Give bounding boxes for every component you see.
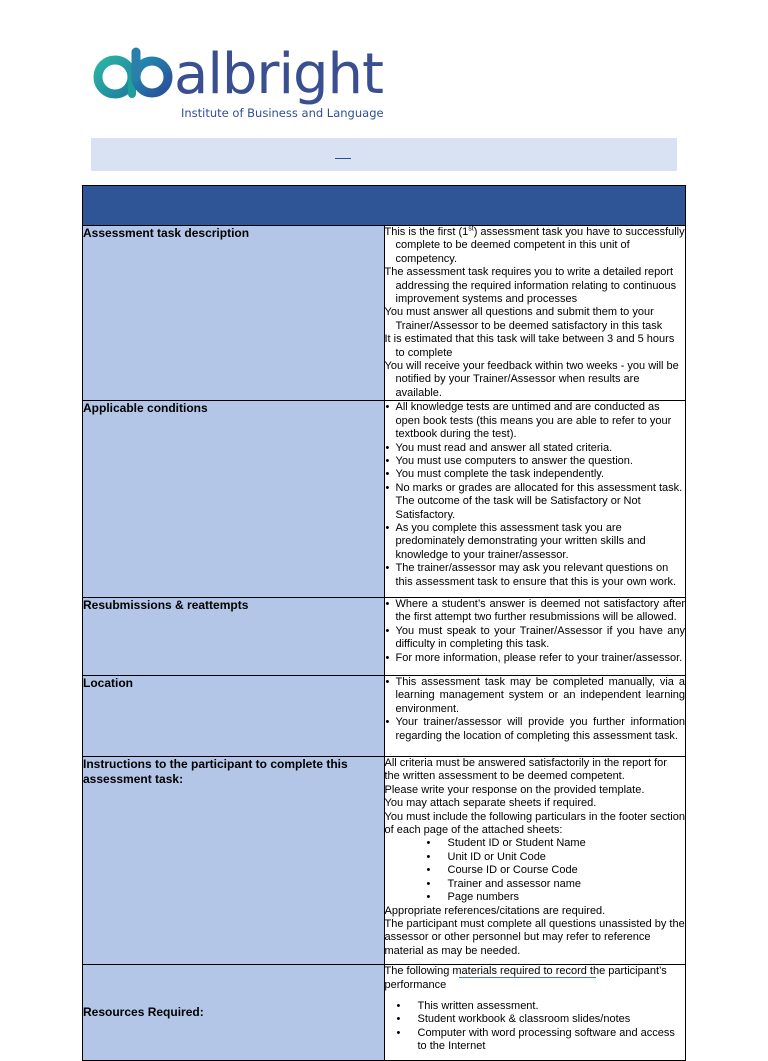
description-paragraph: The assessment task requires you to write a detailed report addressing the required information relating to continuous improvement systems and processes bbox=[384, 266, 677, 306]
row-label-resources: Resources Required: bbox=[83, 965, 385, 1060]
table-header-cell bbox=[83, 186, 686, 226]
albright-logo bbox=[92, 36, 392, 126]
list-item: • All knowledge tests are untimed and are conducted as open book tests (this means you are able to refer to your textbook during the test). bbox=[385, 401, 686, 441]
list-item: • Where a student’s answer is deemed not satisfactory after the first attempt two further resubmissions will be allowed. bbox=[385, 598, 686, 625]
title-banner bbox=[91, 138, 677, 171]
description-first-task bbox=[385, 226, 686, 266]
instructions-paragraph: Please write your response on the provided template. bbox=[384, 783, 645, 796]
row-label-instructions: Instructions to the participant to complete this assessment task: bbox=[83, 757, 385, 965]
list-item: • No marks or grades are allocated for this assessment task. The outcome of the task will be Satisfactory or Not Satisfactory. bbox=[385, 482, 686, 522]
list-item: • The trainer/assessor may ask you relevant questions on this assessment task to ensure that this is your own work. bbox=[385, 562, 686, 589]
assessment-task-table bbox=[82, 185, 686, 1061]
conditions-list bbox=[385, 401, 686, 589]
logo-wordmark: albright bbox=[174, 42, 383, 107]
list-item: • Trainer and assessor name bbox=[427, 878, 686, 891]
row-label-description: Assessment task description bbox=[83, 226, 385, 401]
logo-tagline: Institute of Business and Language bbox=[181, 106, 384, 120]
banner-title-underline bbox=[335, 158, 351, 159]
footer-link-underline bbox=[459, 977, 596, 978]
location-content bbox=[384, 676, 686, 757]
description-content bbox=[384, 226, 686, 401]
description-text: ) assessment task you have to successfully complete to be deemed competent in this unit of competency. bbox=[395, 226, 685, 265]
description-paragraph: It is estimated that this task will take between 3 and 5 hours to complete bbox=[384, 333, 675, 359]
list-item: • As you complete this assessment task you are predominately demonstrating your written skills and knowledge to your trainer/assessor. bbox=[385, 522, 686, 562]
row-location bbox=[83, 676, 686, 757]
list-item: • This assessment task may be completed manually, via a learning management system or an independent learning environment. bbox=[385, 676, 686, 716]
row-label-location: Location bbox=[83, 676, 385, 757]
description-paragraph: You will receive your feedback within two weeks - you will be notified by your Trainer/Assessor when results are available. bbox=[384, 360, 679, 399]
list-item: • Course ID or Course Code bbox=[427, 864, 686, 877]
row-applicable-conditions bbox=[83, 401, 686, 598]
list-item: • This written assessment. bbox=[397, 1000, 686, 1013]
row-label-conditions: Applicable conditions bbox=[83, 401, 385, 598]
row-label-resubmissions: Resubmissions & reattempts bbox=[83, 597, 385, 675]
list-item: • Page numbers bbox=[427, 891, 686, 904]
list-item: • You must complete the task independently. bbox=[385, 468, 686, 481]
list-item: • Student ID or Student Name bbox=[427, 837, 686, 850]
resources-list bbox=[385, 1000, 686, 1054]
ordinal-suffix: st bbox=[468, 225, 474, 233]
albright-logo-mark-icon bbox=[92, 44, 182, 104]
description-paragraph: You must answer all questions and submit them to your Trainer/Assessor to be deemed satisfactory in this task bbox=[384, 306, 663, 332]
instructions-paragraph: All criteria must be answered satisfactorily in the report for the written assessment to be deemed competent. bbox=[384, 757, 667, 783]
location-list bbox=[385, 676, 686, 743]
row-instructions bbox=[83, 757, 686, 965]
list-item: • You must use computers to answer the question. bbox=[385, 455, 686, 468]
conditions-content bbox=[384, 401, 686, 598]
list-item: • You must speak to your Trainer/Assessor if you have any difficulty in completing this task. bbox=[385, 625, 686, 652]
list-item: • Computer with word processing software and access to the Internet bbox=[397, 1027, 686, 1054]
instructions-content bbox=[384, 757, 686, 965]
row-resources bbox=[83, 965, 686, 1060]
list-item: • For more information, please refer to your trainer/assessor. bbox=[385, 652, 686, 665]
row-assessment-task-description bbox=[83, 226, 686, 401]
resubmissions-content bbox=[384, 597, 686, 675]
instructions-paragraph: You may attach separate sheets if required. bbox=[384, 797, 597, 810]
row-resubmissions bbox=[83, 597, 686, 675]
instructions-paragraph: You must include the following particulars in the footer section of each page of the attached sheets: bbox=[384, 810, 685, 837]
list-item: • You must read and answer all stated criteria. bbox=[385, 442, 686, 455]
description-text: This is the first (1 bbox=[384, 226, 469, 238]
resources-intro: The following materials required to record the participant’s performance bbox=[384, 965, 667, 991]
instructions-paragraph: Appropriate references/citations are required. bbox=[384, 904, 606, 917]
instructions-paragraph: The participant must complete all questions unassisted by the assessor or other personnel but may refer to reference material as may be needed. bbox=[384, 917, 685, 957]
resubmissions-list bbox=[385, 598, 686, 665]
footer-particulars-list bbox=[385, 837, 686, 904]
table-header-row bbox=[83, 186, 686, 226]
list-item: • Your trainer/assessor will provide you further information regarding the location of completing this assessment task. bbox=[385, 716, 686, 743]
list-item: • Student workbook & classroom slides/notes bbox=[397, 1013, 686, 1026]
list-item: • Unit ID or Unit Code bbox=[427, 851, 686, 864]
resources-content bbox=[384, 965, 686, 1060]
